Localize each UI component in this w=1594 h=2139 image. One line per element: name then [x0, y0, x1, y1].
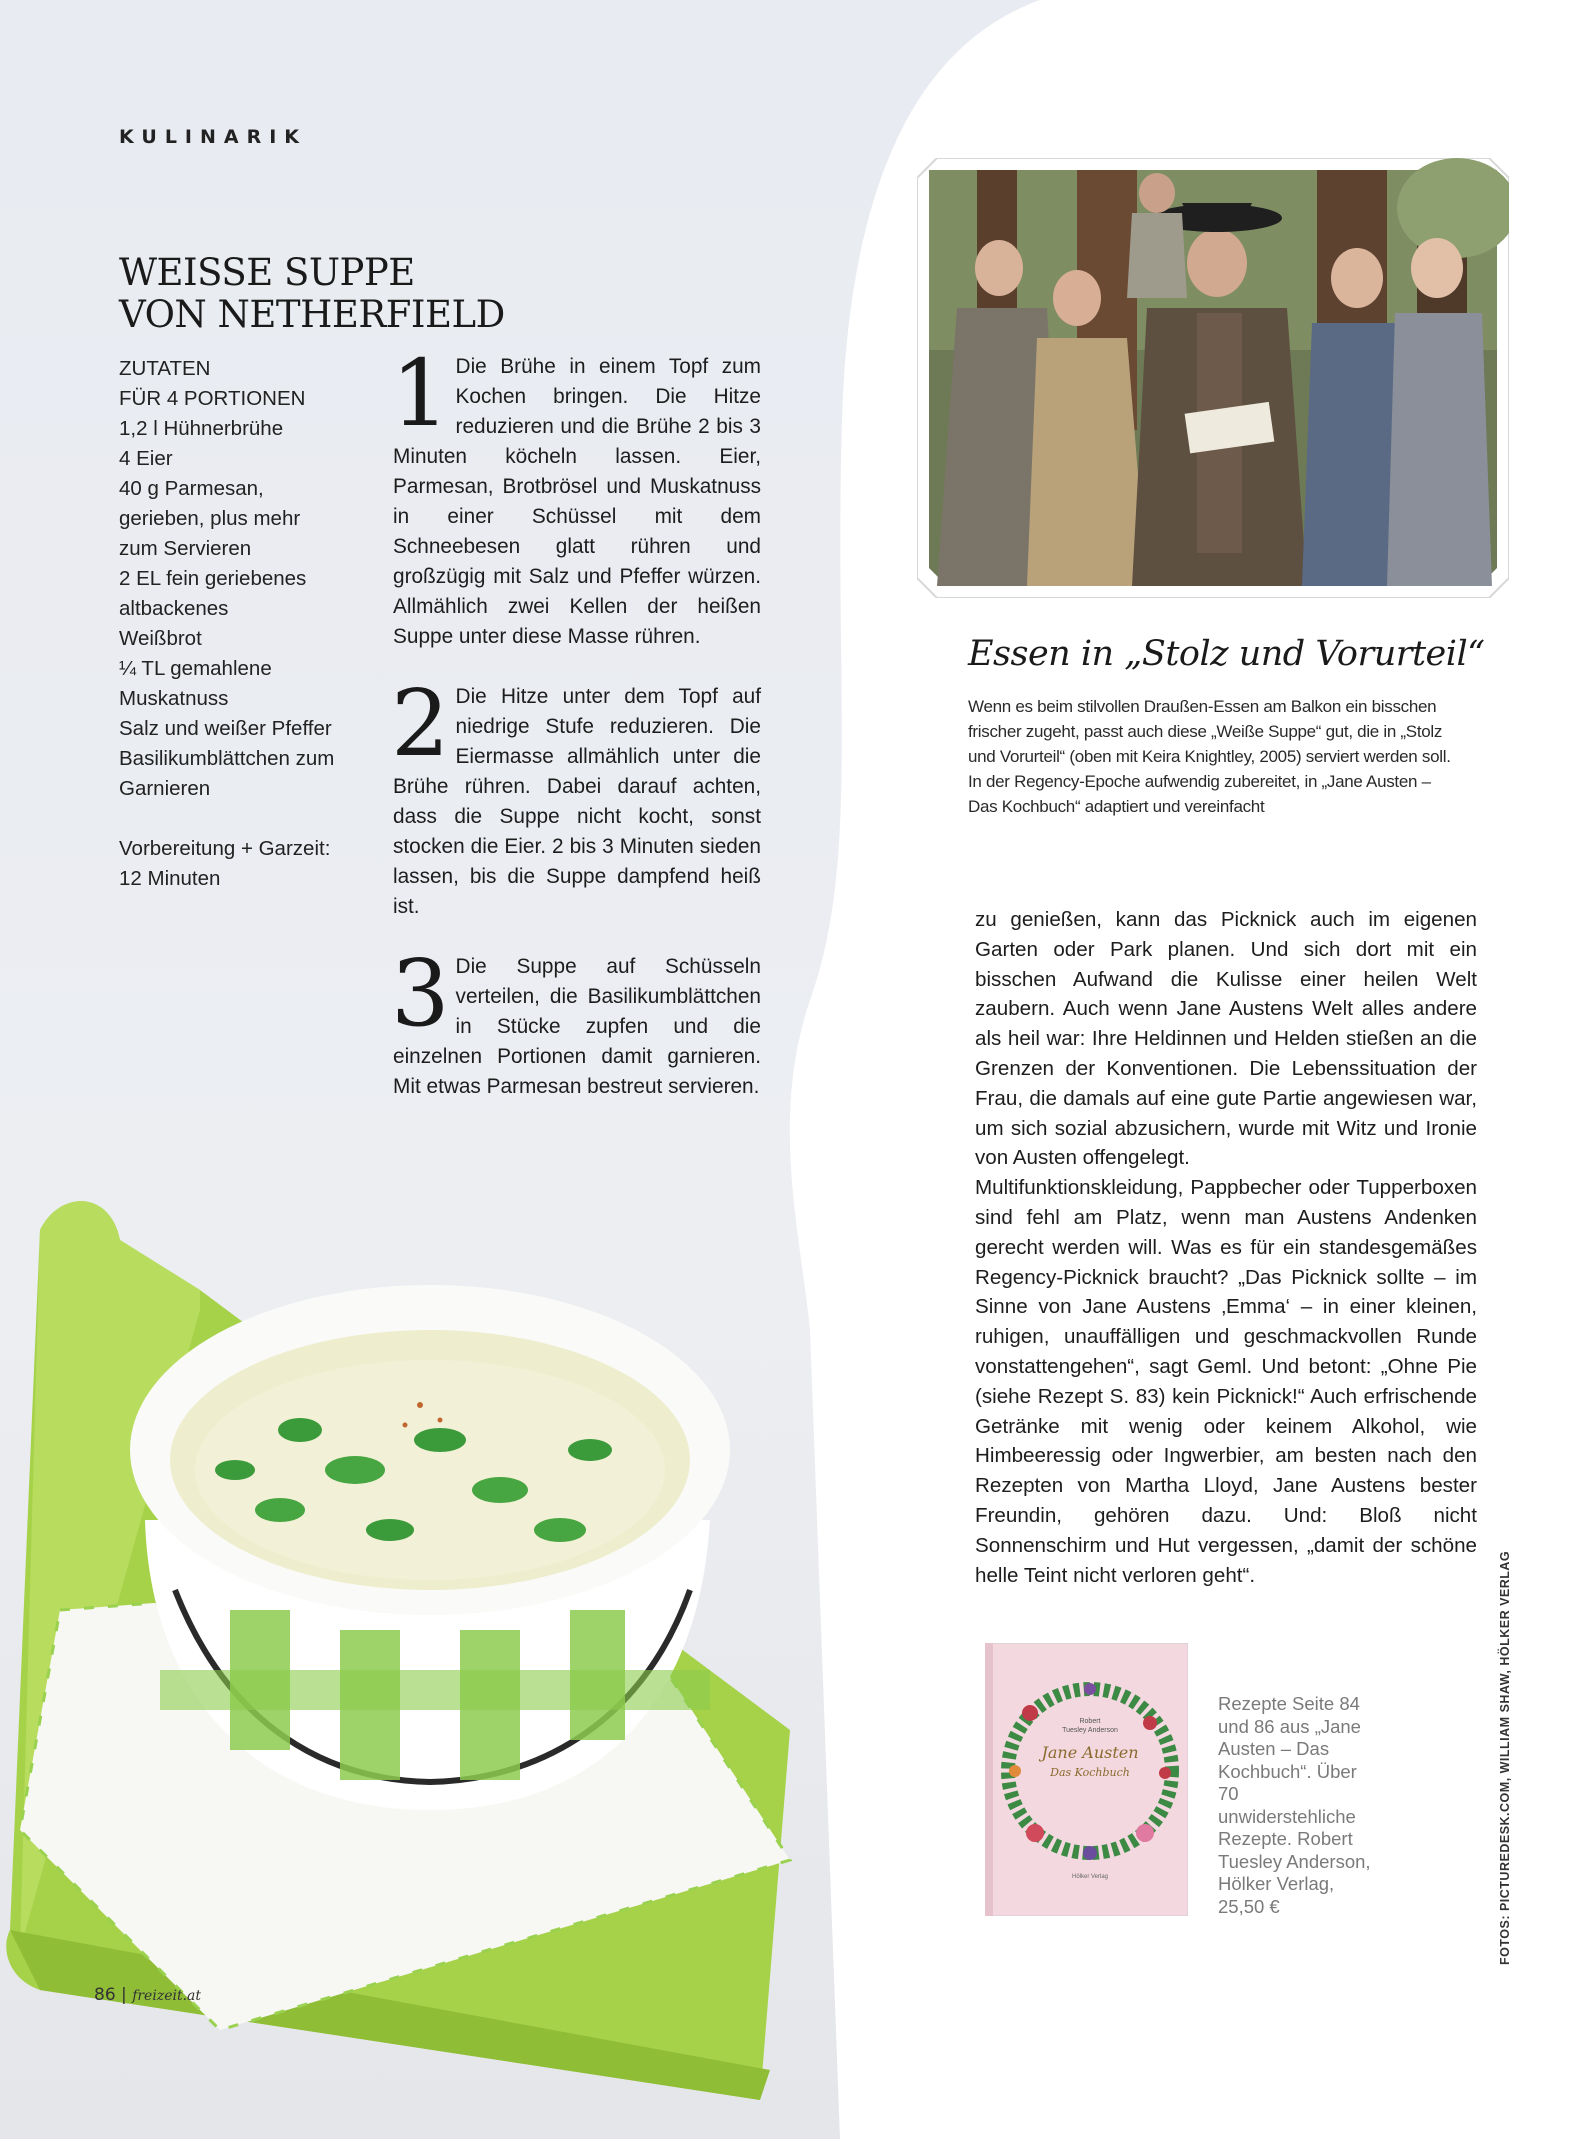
step-number: 1	[391, 340, 450, 447]
ingredient-line: FÜR 4 PORTIONEN	[119, 387, 306, 410]
ingredient-line: Basilikumblättchen zum	[119, 747, 335, 770]
recipe-title-line: VON NETHERFIELD	[119, 293, 505, 336]
recipe-step	[391, 670, 761, 922]
ingredient-line: ¼ TL gemahlene	[119, 657, 272, 680]
footer-brand: freizeit.at	[132, 1988, 202, 2004]
recipe-steps	[391, 340, 761, 1132]
step-text: Die Brühe in einem Topf zum Kochen bringen. Die Hitze reduzieren und die Brühe 2 bis 3 Minuten köcheln lassen. Eier, Parmesan, Brotbrösel und Muskatnuss in einer Schüssel mit dem Schneebesen glatt rühren und großzügig mit Salz und Pfeffer würzen. Allmählich zwei Kellen der heißen Suppe unter diese Masse rühren.	[393, 355, 761, 648]
recipe-title	[119, 252, 505, 336]
book-cover-title: Jane Austen	[1041, 1743, 1139, 1762]
book-cover	[985, 1643, 1188, 1916]
recipe-step	[391, 340, 761, 652]
ingredient-line: zum Servieren	[119, 537, 252, 560]
photo-credit: FOTOS: PICTUREDESK.COM, WILLIAM SHAW, HÖLKER VERLAG	[1498, 1550, 1512, 1965]
article-paragraph: Multifunktionskleidung, Pappbecher oder Tupperboxen sind fehl am Platz, wenn man Austens Andenken gerecht werden will. Was es für ein standesgemäßes Regency-Picknick braucht? „Das Picknick sollte – im Sinne von Jane Austens ‚Emma‘ – in einer kleinen, ruhigen, unauffälligen und geschmackvollen Runde vonstattengehen“, sagt Geml. Und betont: „Ohne Pie (siehe Rezept S. 83) kein Picknick!“ Auch erfrischende Getränke mit wenig oder keinem Alkohol, wie Himbeeressig oder Ingwerbier, am besten nach den Rezepten von Martha Lloyd, Jane Austens bester Freundin, gehören dazu. Und: Bloß nicht Sonnenschirm und Hut vergessen, „damit der schöne helle Teint nicht verloren geht“.	[975, 1176, 1477, 1587]
page-footer	[94, 1985, 201, 2005]
caption-text: Wenn es beim stilvollen Draußen-Essen am Balkon ein bisschen frischer zugeht, passt auch diese „Weiße Suppe“ gut, die in „Stolz und Vorurteil“ (oben mit Keira Knightley, 2005) serviert werden soll. In der Regency-Epoche aufwendig zubereitet, in „Jane Austen – Das Kochbuch“ adaptiert und vereinfacht	[968, 697, 1451, 816]
recipe-step	[391, 940, 761, 1102]
movie-still-photo	[917, 158, 1509, 598]
ingredient-line: 1,2 l Hühnerbrühe	[119, 417, 284, 440]
ingredient-line: gerieben, plus mehr	[119, 507, 301, 530]
footer-separator: |	[121, 1985, 127, 2005]
page-number: 86	[94, 1985, 116, 2005]
book-cover-author: Tuesley Anderson	[1062, 1727, 1118, 1734]
ingredient-line: Salz und weißer Pfeffer	[119, 717, 332, 740]
step-number: 2	[391, 670, 450, 777]
ingredient-line: 4 Eier	[119, 447, 173, 470]
ingredient-line: 40 g Parmesan,	[119, 477, 264, 500]
ingredient-line: Muskatnuss	[119, 687, 229, 710]
article-body	[975, 905, 1477, 1590]
step-text: Die Hitze unter dem Topf auf niedrige Stufe reduzieren. Die Eiermasse allmählich unter die Brühe rühren. Dabei darauf achten, dass die Suppe nicht kocht, sonst stocken die Eier. 2 bis 3 Minuten sieden lassen, bis die Suppe dampfend heiß ist.	[393, 685, 761, 918]
caption-heading: Essen in „Stolz und Vorurteil“	[968, 634, 1485, 674]
ingredient-line: Weißbrot	[119, 627, 202, 650]
ingredient-line: Garnieren	[119, 777, 211, 800]
prep-time-label: Vorbereitung + Garzeit:	[119, 837, 331, 860]
prep-time-value: 12 Minuten	[119, 867, 221, 890]
book-cover-publisher: Hölker Verlag	[1071, 1874, 1109, 1880]
book-cover-subtitle: Das Kochbuch	[1050, 1766, 1130, 1779]
article-paragraph: zu genießen, kann das Picknick auch im eigenen Garten oder Park planen. Und sich dort mit ein bisschen Aufwand die Kulisse einer heilen Welt zaubern. Auch wenn Jane Austens Welt alles andere als heil war: Ihre Heldinnen und Helden stießen an die Grenzen der Konventionen. Die Lebenssituation der Frau, die damals auf eine gute Partie angewiesen war, um sich sozial abzusichern, wurde mit Witz und Ironie von Austen offengelegt.	[975, 908, 1477, 1170]
book-caption: Rezepte Seite 84 und 86 aus „Jane Austen – Das Kochbuch“. Über 70 unwiderstehliche Rezepte. Robert Tuesley Anderson, Hölker Verlag, 25,50 €	[1218, 1693, 1371, 1917]
book-cover-author: Robert	[1079, 1718, 1101, 1725]
ingredients-list	[119, 354, 374, 894]
ingredient-line: ZUTATEN	[119, 357, 211, 380]
recipe-title-line: WEISSE SUPPE	[119, 251, 415, 294]
step-text: Die Suppe auf Schüsseln verteilen, die Basilikumblättchen in Stücke zupfen und die einzelnen Portionen damit garnieren. Mit etwas Parmesan bestreut servieren.	[393, 955, 761, 1098]
step-number: 3	[391, 940, 450, 1047]
section-label: KULINARIK	[119, 126, 308, 148]
ingredient-line: 2 EL fein geriebenes	[119, 567, 307, 590]
ingredient-line: altbackenes	[119, 597, 229, 620]
